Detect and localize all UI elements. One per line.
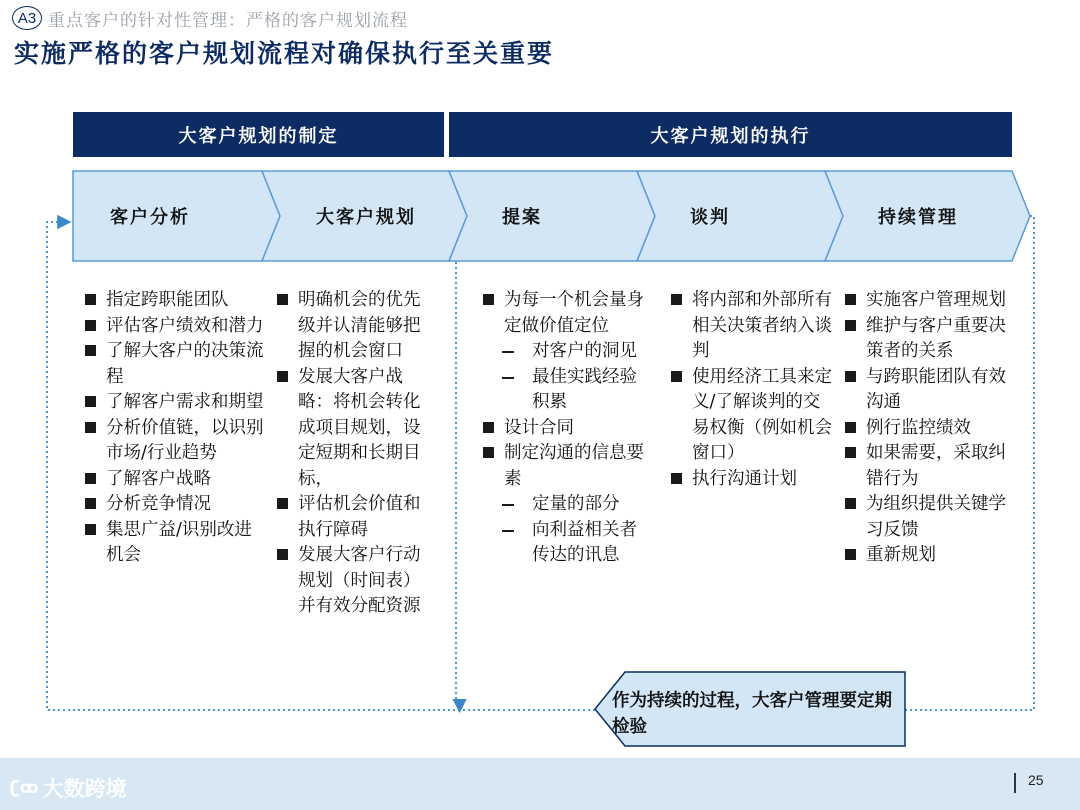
page-number-divider xyxy=(1014,773,1016,793)
bullet-item: 分析价值链，以识别市场/行业趋势 xyxy=(84,416,264,467)
page-title: 实施严格的客户规划流程对确保执行至关重要 xyxy=(14,39,555,68)
logo-text: 大数跨境 xyxy=(42,777,127,801)
step-label-ongoing-management: 持续管理 xyxy=(878,207,958,228)
page-number: 25 xyxy=(1028,772,1044,788)
footer-logo xyxy=(10,773,127,803)
bullet-item: 分析竞争情况 xyxy=(84,492,264,518)
column-ongoing-management xyxy=(844,288,1022,569)
step-chevron-proposal xyxy=(449,171,655,261)
step-label-proposal: 提案 xyxy=(502,207,542,228)
bullet-item: 维护与客户重要决策者的关系 xyxy=(844,314,1022,365)
step-label-customer-analysis: 客户分析 xyxy=(110,207,190,228)
column-negotiation xyxy=(670,288,832,492)
bullet-item: 了解客户需求和期望 xyxy=(84,390,264,416)
step-label-negotiation: 谈判 xyxy=(690,207,730,228)
bullet-item: 设计合同 xyxy=(482,416,644,442)
phase-header-execution: 大客户规划的执行 xyxy=(449,112,1012,157)
bullet-item: 了解大客户的决策流程 xyxy=(84,339,264,390)
sub-bullet-item: 向利益相关者传达的讯息 xyxy=(482,518,644,569)
bullet-item: 实施客户管理规划 xyxy=(844,288,1022,314)
section-badge: A3 xyxy=(12,6,42,30)
logo-mark-icon: ʗꝏ xyxy=(10,778,39,798)
bullet-item: 为每一个机会量身定做价值定位 xyxy=(482,288,644,339)
bullet-item: 与跨职能团队有效沟通 xyxy=(844,365,1022,416)
bullet-item: 集思广益/识别改进机会 xyxy=(84,518,264,569)
bullet-item: 重新规划 xyxy=(844,543,1022,569)
phase-header-planning: 大客户规划的制定 xyxy=(73,112,444,157)
bullet-item: 如果需要，采取纠错行为 xyxy=(844,441,1022,492)
bullet-item: 使用经济工具来定义/了解谈判的交易权衡（例如机会窗口） xyxy=(670,365,832,467)
bullet-item: 例行监控绩效 xyxy=(844,416,1022,442)
step-chevron-negotiation xyxy=(637,171,843,261)
sub-bullet-item: 定量的部分 xyxy=(482,492,644,518)
bullet-item: 指定跨职能团队 xyxy=(84,288,264,314)
bullet-item: 发展大客户行动规划（时间表）并有效分配资源 xyxy=(276,543,436,620)
step-label-account-planning: 大客户规划 xyxy=(316,207,416,228)
sub-bullet-item: 最佳实践经验积累 xyxy=(482,365,644,416)
bullet-item: 发展大客户战略：将机会转化成项目规划，设定短期和长期目标， xyxy=(276,365,436,493)
column-account-planning xyxy=(276,288,436,620)
bullet-item: 为组织提供关键学习反馈 xyxy=(844,492,1022,543)
sub-bullet-item: 对客户的洞见 xyxy=(482,339,644,365)
bullet-item: 评估机会价值和执行障碍 xyxy=(276,492,436,543)
page-subtitle: 重点客户的针对性管理：严格的客户规划流程 xyxy=(48,11,408,31)
bullet-item: 将内部和外部所有相关决策者纳入谈判 xyxy=(670,288,832,365)
footer-bar xyxy=(0,758,1080,810)
callout-text: 作为持续的过程，大客户管理要定期检验 xyxy=(612,691,892,737)
column-customer-analysis xyxy=(84,288,264,569)
bullet-item: 明确机会的优先级并认清能够把握的机会窗口 xyxy=(276,288,436,365)
bullet-item: 评估客户绩效和潜力 xyxy=(84,314,264,340)
bullet-item: 执行沟通计划 xyxy=(670,467,832,493)
column-proposal xyxy=(482,288,644,569)
bullet-item: 制定沟通的信息要素 xyxy=(482,441,644,492)
bullet-item: 了解客户战略 xyxy=(84,467,264,493)
